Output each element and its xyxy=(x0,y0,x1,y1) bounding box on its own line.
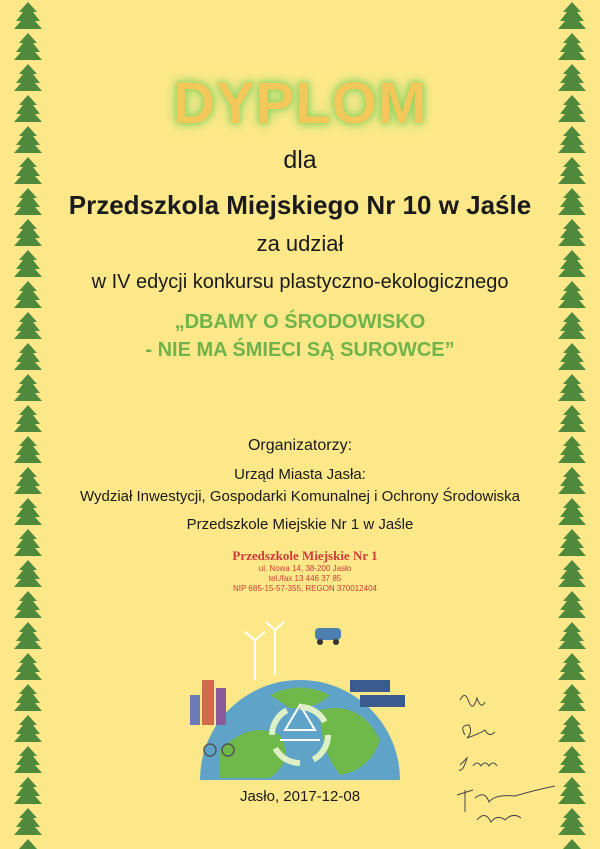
organizer-stamp xyxy=(200,548,410,594)
tree-icon xyxy=(14,374,42,401)
eco-globe-illustration xyxy=(180,600,420,780)
stamp-phone: tel./fax 13 446 37 85 xyxy=(268,574,342,583)
organizers-heading: Organizatorzy: xyxy=(247,437,353,454)
tree-icon xyxy=(558,529,586,556)
stamp-ids: NIP 685-15-57-355, REGON 370012404 xyxy=(233,584,377,593)
tree-icon xyxy=(14,684,42,711)
tree-icon xyxy=(558,591,586,618)
tree-icon xyxy=(14,529,42,556)
tree-icon xyxy=(558,2,586,29)
tree-icon xyxy=(14,405,42,432)
tree-icon xyxy=(14,839,42,849)
tree-icon xyxy=(14,653,42,680)
tree-icon xyxy=(14,715,42,742)
tree-icon xyxy=(14,560,42,587)
tree-icon xyxy=(558,622,586,649)
tree-icon xyxy=(14,808,42,835)
contest-motto-line1: „DBAMY O ŚRODOWISKO xyxy=(174,311,426,333)
organizer-kindergarten: Przedszkole Miejskie Nr 1 w Jaśle xyxy=(186,516,414,533)
for-label: dla xyxy=(283,146,317,174)
handwritten-signatures xyxy=(455,690,565,830)
participation-label: za udział xyxy=(256,231,344,256)
tree-icon xyxy=(14,746,42,773)
recipient-name: Przedszkola Miejskiego Nr 10 w Jaśle xyxy=(68,190,532,220)
tree-icon xyxy=(14,591,42,618)
diploma-title: DYPLOM xyxy=(172,71,428,136)
tree-icon xyxy=(14,2,42,29)
tree-icon xyxy=(14,622,42,649)
stamp-address: ul. Nowa 14, 38-200 Jasło xyxy=(258,564,352,573)
tree-icon xyxy=(558,653,586,680)
tree-icon xyxy=(558,374,586,401)
tree-icon xyxy=(558,405,586,432)
tree-icon xyxy=(558,560,586,587)
issue-date: Jasło, 2017-12-08 xyxy=(239,788,361,805)
organizer-city-office: Urząd Miasta Jasła: xyxy=(234,466,366,483)
tree-icon xyxy=(558,839,586,849)
tree-icon xyxy=(558,33,586,60)
stamp-name: Przedszkole Miejskie Nr 1 xyxy=(232,548,378,563)
contest-description: w IV edycji konkursu plastyczno-ekologicznego xyxy=(91,271,509,293)
tree-icon xyxy=(14,33,42,60)
contest-motto-line2: - NIE MA ŚMIECI SĄ SUROWCE” xyxy=(145,339,455,361)
organizer-department: Wydział Inwestycji, Gospodarki Komunalnej i Ochrony Środowiska xyxy=(79,488,521,505)
